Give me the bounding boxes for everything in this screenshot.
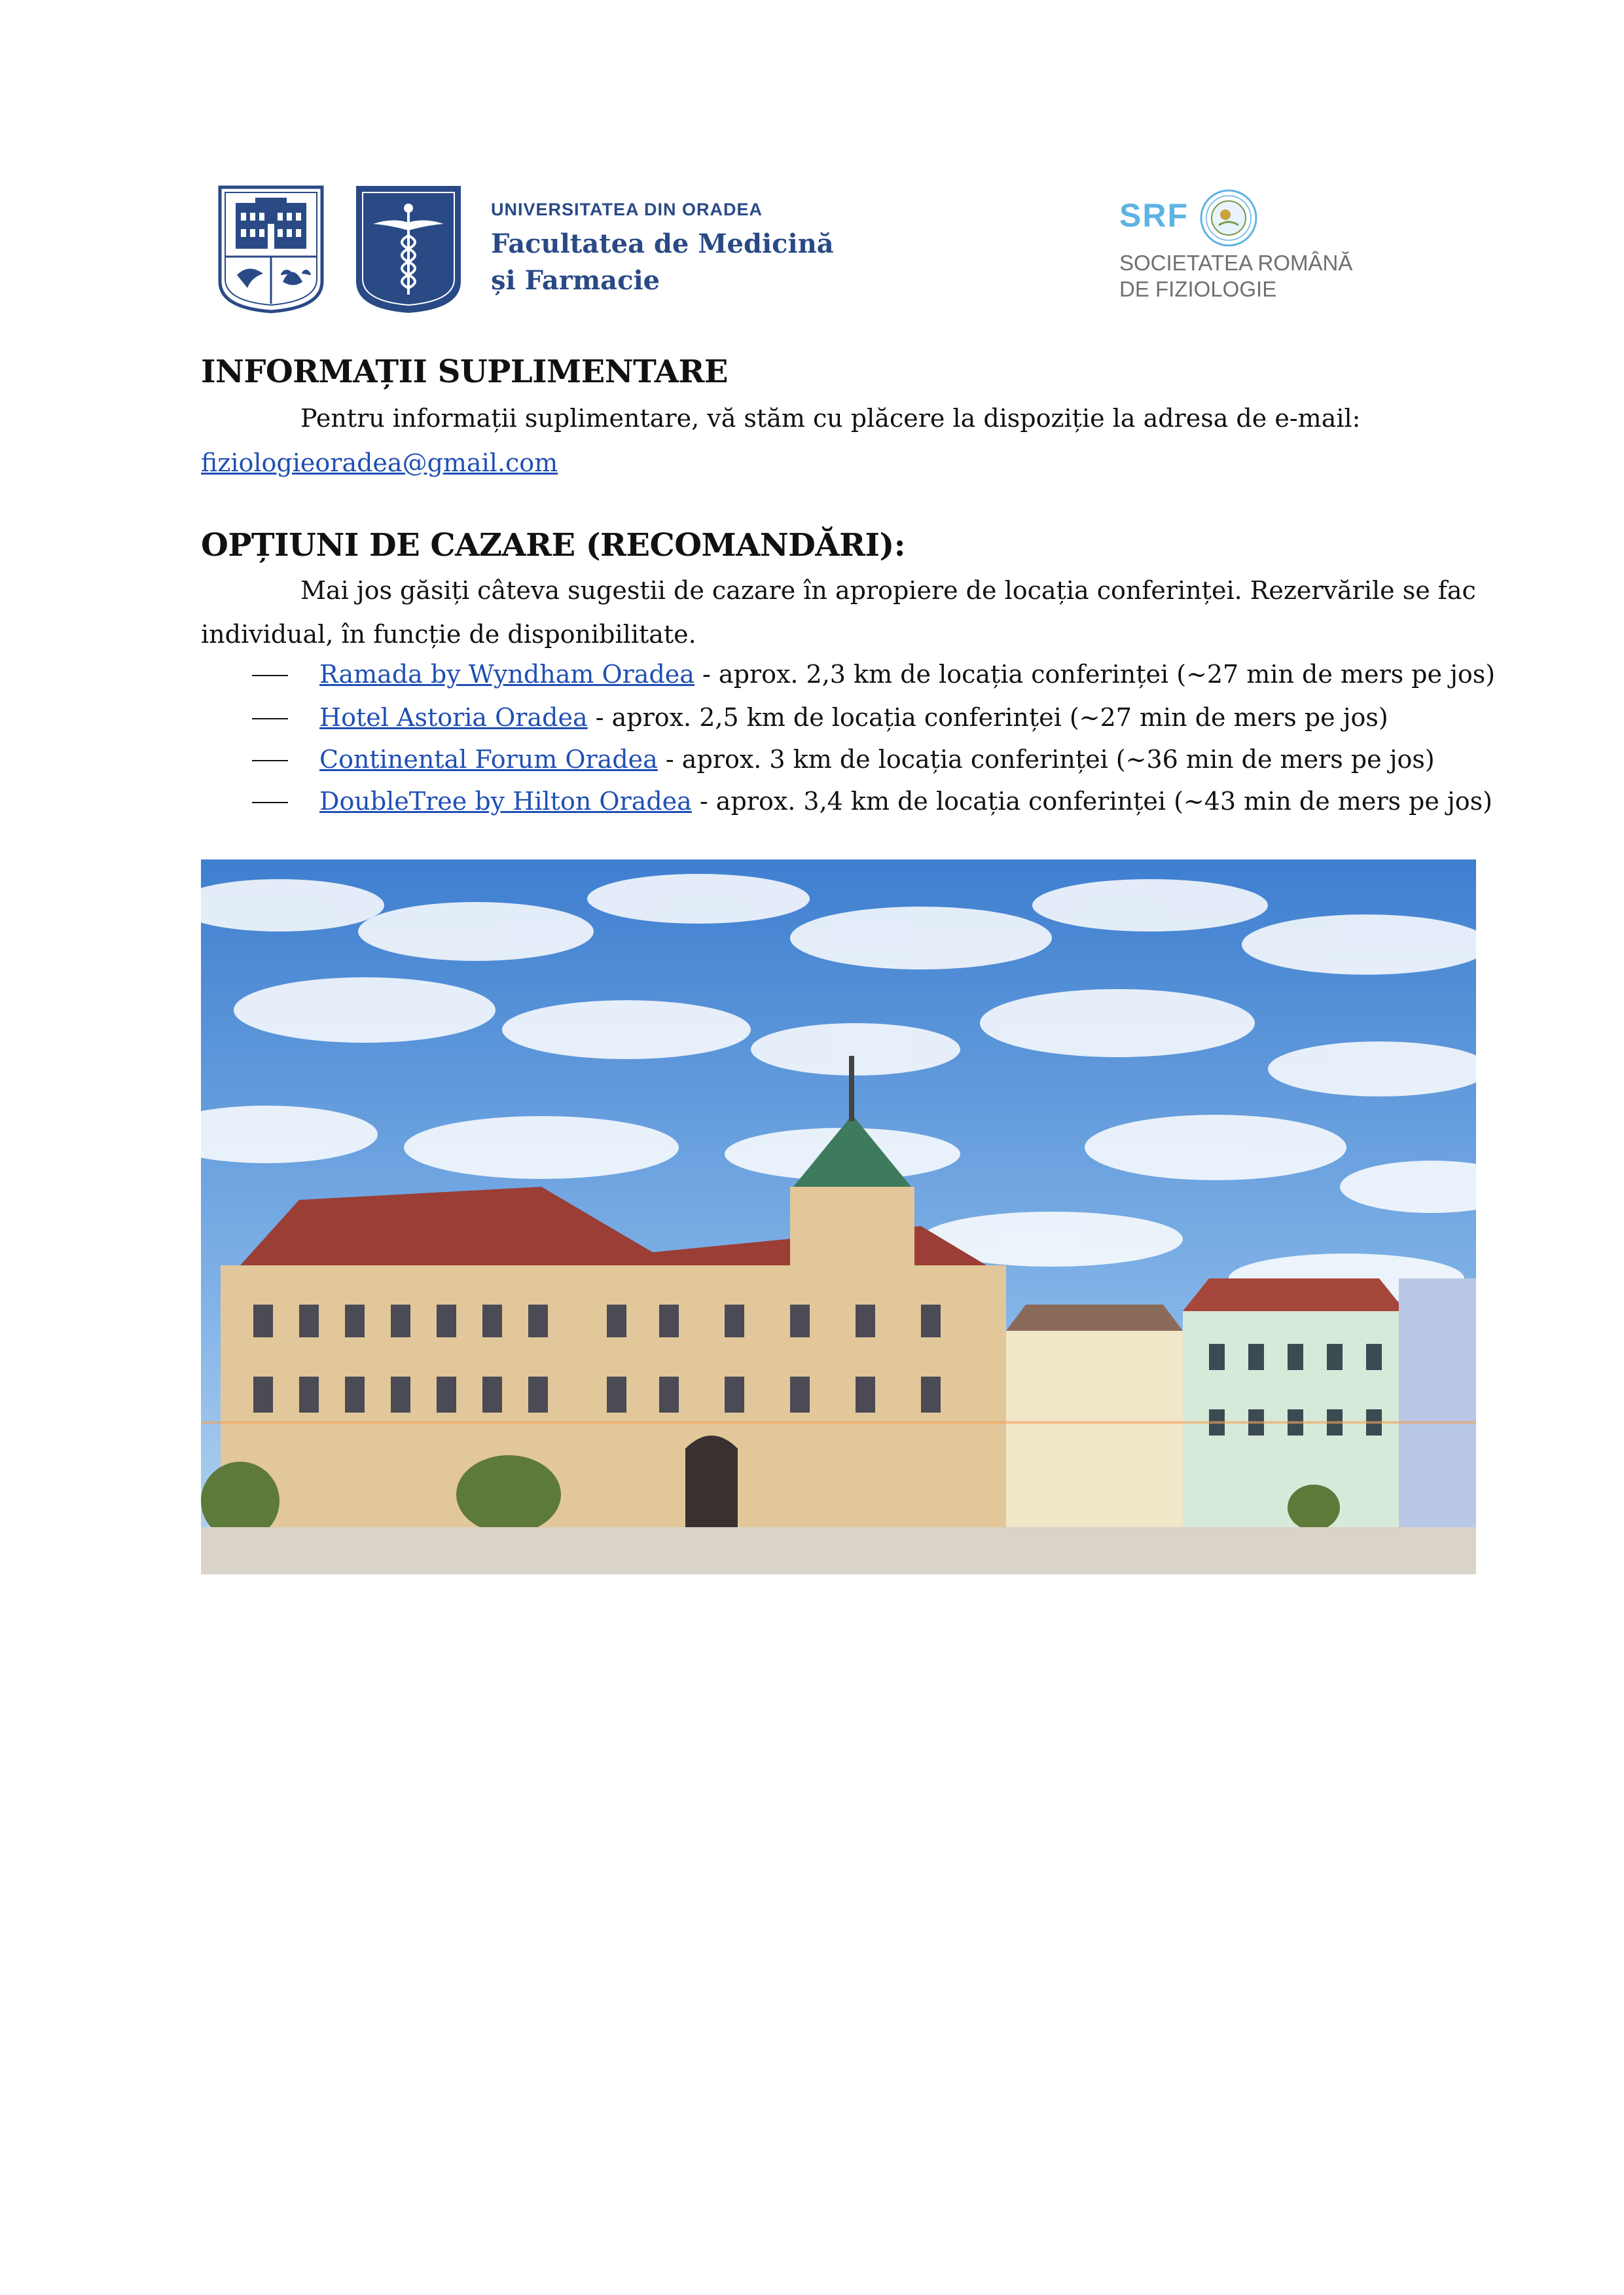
srf-seal-icon — [1199, 189, 1258, 247]
hotel-link-ramada[interactable]: Ramada by Wyndham Oradea — [319, 660, 695, 689]
dash-bullet — [252, 760, 288, 761]
hotel-list-item — [252, 703, 1388, 732]
university-name: UNIVERSITATEA DIN ORADEA — [491, 200, 763, 219]
hotel-link-astoria[interactable]: Hotel Astoria Oradea — [319, 703, 588, 732]
hotel-link-doubletree[interactable]: DoubleTree by Hilton Oradea — [319, 787, 692, 816]
hotel-link-continental[interactable]: Continental Forum Oradea — [319, 745, 658, 774]
dash-bullet — [252, 718, 288, 719]
faculty-name-line2: și Farmacie — [491, 265, 660, 296]
university-logo — [216, 183, 326, 314]
info-text: Pentru informații suplimentare, vă stăm cu plăcere la dispoziție la adresa de e-mail: — [300, 404, 1361, 433]
hotel-details: - aprox. 2,3 km de locația conferinței (~27 min de mers pe jos) — [694, 660, 1496, 689]
dash-bullet — [252, 675, 288, 676]
accommodation-intro-line2: individual, în funcție de disponibilitate. — [201, 620, 696, 649]
hotel-list-item — [252, 787, 1492, 816]
accommodation-intro-line1: Mai jos găsiți câteva sugestii de cazare în apropiere de locația conferinței. Rezervările se fac — [300, 576, 1476, 605]
faculty-logo — [353, 183, 463, 314]
contact-email-link[interactable]: fiziologieoradea@gmail.com — [201, 448, 558, 477]
hotel-list-item — [252, 660, 1495, 689]
hotel-details: - aprox. 2,5 km de locația conferinței (~27 min de mers pe jos) — [587, 703, 1388, 732]
srf-name — [1119, 250, 1352, 302]
info-heading: INFORMAȚII SUPLIMENTARE — [201, 353, 728, 390]
oradea-square-photo — [201, 859, 1476, 1574]
srf-name-line2: DE FIZIOLOGIE — [1119, 277, 1277, 301]
srf-abbreviation: SRF — [1119, 197, 1189, 234]
faculty-name-line1: Facultatea de Medicină — [491, 228, 834, 259]
srf-name-line1: SOCIETATEA ROMÂNĂ — [1119, 251, 1353, 275]
accommodation-heading: OPȚIUNI DE CAZARE (RECOMANDĂRI): — [201, 527, 905, 564]
faculty-name — [491, 226, 834, 299]
hotel-details: - aprox. 3,4 km de locația conferinței (~43 min de mers pe jos) — [691, 787, 1492, 816]
hotel-list-item — [252, 745, 1435, 774]
dash-bullet — [252, 802, 288, 803]
hotel-details: - aprox. 3 km de locația conferinței (~36 min de mers pe jos) — [657, 745, 1435, 774]
